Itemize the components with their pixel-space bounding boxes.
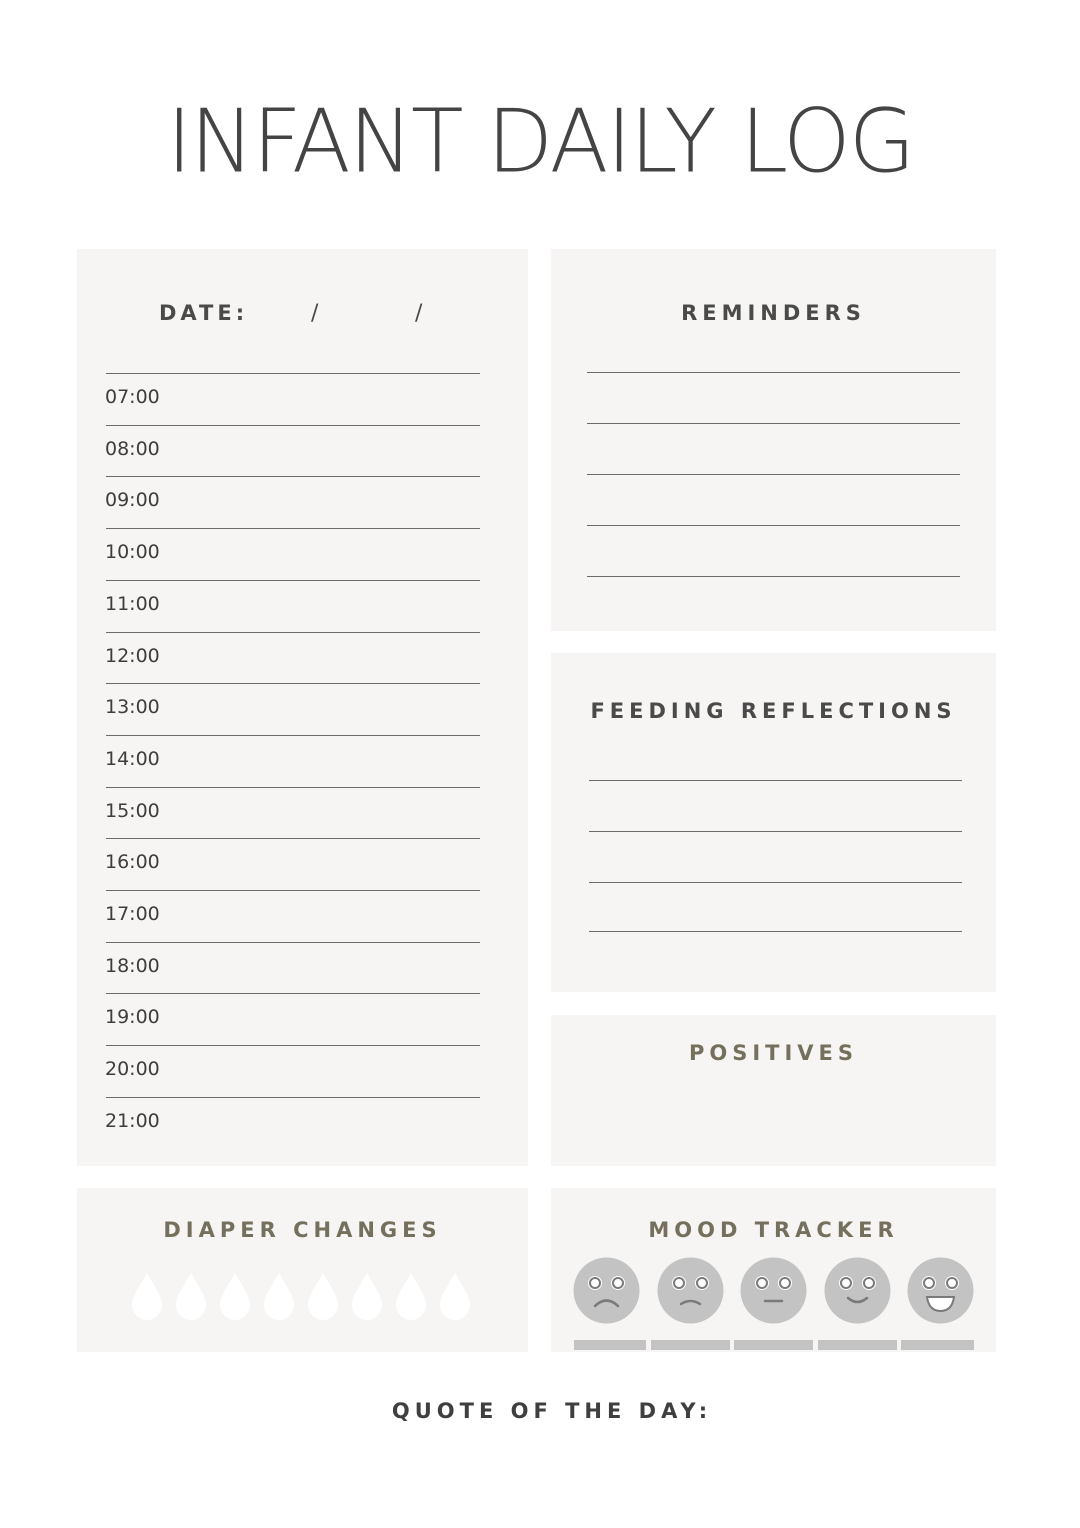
time-label: 16:00 xyxy=(105,851,160,874)
positives-heading: POSITIVES xyxy=(688,1041,859,1065)
mood-bar[interactable] xyxy=(574,1340,646,1350)
time-label: 12:00 xyxy=(105,644,160,667)
time-label: 20:00 xyxy=(105,1058,160,1081)
schedule-line[interactable] xyxy=(106,476,480,477)
time-label: 14:00 xyxy=(105,747,160,770)
hourly-schedule-panel xyxy=(77,249,528,1166)
time-label: 17:00 xyxy=(105,903,160,925)
water-drop-icon[interactable] xyxy=(307,1272,339,1320)
feeding-reflections-panel xyxy=(551,653,996,992)
diaper-changes-panel xyxy=(77,1188,528,1352)
water-drop-icon[interactable] xyxy=(263,1272,295,1320)
schedule-line[interactable] xyxy=(106,787,480,788)
schedule-line[interactable] xyxy=(106,942,480,943)
feeding-line[interactable] xyxy=(589,882,962,883)
very-happy-face-icon[interactable] xyxy=(907,1257,974,1324)
diaper-changes-heading: DIAPER CHANGES xyxy=(163,1218,442,1242)
schedule-line[interactable] xyxy=(106,838,480,839)
neutral-face-icon[interactable] xyxy=(740,1257,807,1324)
date-separator: / xyxy=(311,301,319,326)
time-label: 11:00 xyxy=(105,592,160,615)
mood-bar[interactable] xyxy=(651,1340,730,1350)
mood-face-row xyxy=(573,1257,975,1327)
water-drop-icon[interactable] xyxy=(219,1272,251,1320)
reminder-line[interactable] xyxy=(587,576,960,577)
feeding-line[interactable] xyxy=(589,931,962,932)
reminders-heading: REMINDERS xyxy=(681,301,866,325)
mood-bar[interactable] xyxy=(901,1340,974,1350)
time-label: 08:00 xyxy=(105,437,160,460)
schedule-line[interactable] xyxy=(106,528,480,529)
water-drop-icon[interactable] xyxy=(395,1272,427,1320)
mood-tracker-panel xyxy=(551,1188,996,1352)
diaper-drop-row xyxy=(131,1272,471,1320)
time-label: 19:00 xyxy=(105,1006,160,1029)
schedule-line[interactable] xyxy=(106,735,480,736)
feeding-line[interactable] xyxy=(589,780,962,781)
schedule-line[interactable] xyxy=(106,1097,480,1098)
time-label: 10:00 xyxy=(105,541,160,564)
happy-face-icon[interactable] xyxy=(824,1257,891,1324)
time-label: 09:00 xyxy=(105,489,160,512)
reminders-panel xyxy=(551,249,996,631)
very-sad-face-icon[interactable] xyxy=(573,1257,640,1324)
time-label: 18:00 xyxy=(105,954,160,977)
time-label: 21:00 xyxy=(105,1109,160,1132)
reminder-line[interactable] xyxy=(587,423,960,424)
sad-face-icon[interactable] xyxy=(657,1257,724,1324)
water-drop-icon[interactable] xyxy=(351,1272,383,1320)
page-title: INFANT DAILY LOG xyxy=(166,91,914,193)
schedule-line[interactable] xyxy=(106,425,480,426)
time-label: 07:00 xyxy=(105,386,160,408)
date-label: DATE: xyxy=(159,301,249,325)
water-drop-icon[interactable] xyxy=(131,1272,163,1320)
schedule-line[interactable] xyxy=(106,1045,480,1046)
feeding-line[interactable] xyxy=(589,831,962,832)
reminder-line[interactable] xyxy=(587,525,960,526)
feeding-reflections-heading: FEEDING REFLECTIONS xyxy=(590,699,957,723)
mood-tracker-heading: MOOD TRACKER xyxy=(648,1218,899,1242)
reminder-line[interactable] xyxy=(587,372,960,373)
date-separator: / xyxy=(415,301,423,326)
water-drop-icon[interactable] xyxy=(439,1272,471,1320)
schedule-line[interactable] xyxy=(106,890,480,891)
schedule-line[interactable] xyxy=(106,632,480,633)
schedule-line[interactable] xyxy=(106,373,480,374)
time-label: 13:00 xyxy=(105,696,160,719)
water-drop-icon[interactable] xyxy=(175,1272,207,1320)
quote-of-the-day-label: QUOTE OF THE DAY: xyxy=(391,1399,713,1423)
time-label: 15:00 xyxy=(105,799,160,822)
positives-panel[interactable] xyxy=(551,1015,996,1166)
mood-bar[interactable] xyxy=(734,1340,813,1350)
mood-bar[interactable] xyxy=(818,1340,897,1350)
schedule-line[interactable] xyxy=(106,683,480,684)
reminder-line[interactable] xyxy=(587,474,960,475)
schedule-line[interactable] xyxy=(106,993,480,994)
schedule-line[interactable] xyxy=(106,580,480,581)
